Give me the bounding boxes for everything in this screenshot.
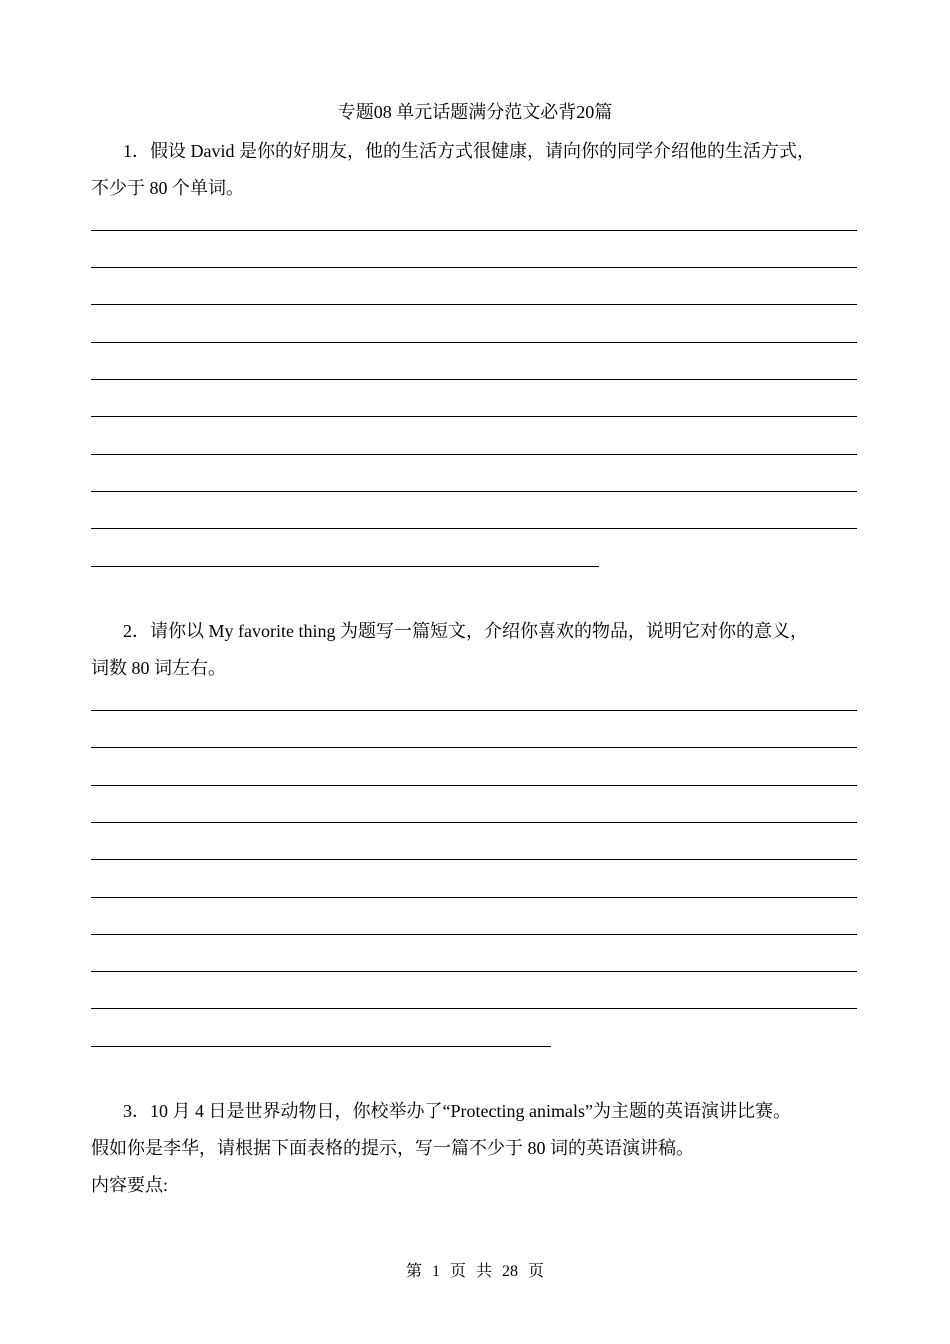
answer-line[interactable]	[91, 342, 857, 343]
answer-line[interactable]	[91, 747, 857, 748]
question-3-prompt-line-2: 假如你是李华，请根据下面表格的提示，写一篇不少于 80 词的英语演讲稿。	[91, 1138, 694, 1158]
answer-line[interactable]	[91, 230, 857, 231]
answer-line[interactable]	[91, 304, 857, 305]
question-1-prompt-line-2: 不少于 80 个单词。	[91, 178, 244, 198]
answer-line[interactable]	[91, 379, 857, 380]
answer-line[interactable]	[91, 710, 857, 711]
answer-line[interactable]	[91, 566, 599, 567]
answer-line[interactable]	[91, 934, 857, 935]
question-1-prompt-line-1: 1．假设 David 是你的好朋友，他的生活方式很健康，请向你的同学介绍他的生活方式，	[123, 141, 815, 161]
page-title: 专题08 单元话题满分范文必背20篇	[337, 102, 613, 122]
answer-line[interactable]	[91, 859, 857, 860]
page-footer: 第 1 页 共 28 页	[405, 1263, 544, 1280]
answer-line[interactable]	[91, 785, 857, 786]
answer-line[interactable]	[91, 454, 857, 455]
answer-line[interactable]	[91, 528, 857, 529]
question-2-prompt-line-2: 词数 80 词左右。	[91, 658, 226, 678]
answer-line[interactable]	[91, 416, 857, 417]
answer-line[interactable]	[91, 1046, 551, 1047]
question-3-prompt-line-1: 3．10 月 4 日是世界动物日，你校举办了“Protecting animals”为主题的英语演讲比赛。	[123, 1101, 791, 1121]
question-2-prompt-line-1: 2．请你以 My favorite thing 为题写一篇短文，介绍你喜欢的物品，说明它对你的意义，	[123, 621, 808, 641]
question-3-content-points-label: 内容要点:	[91, 1175, 169, 1195]
answer-line[interactable]	[91, 1008, 857, 1009]
answer-line[interactable]	[91, 267, 857, 268]
answer-line[interactable]	[91, 491, 857, 492]
answer-line[interactable]	[91, 971, 857, 972]
answer-line[interactable]	[91, 822, 857, 823]
answer-line[interactable]	[91, 897, 857, 898]
